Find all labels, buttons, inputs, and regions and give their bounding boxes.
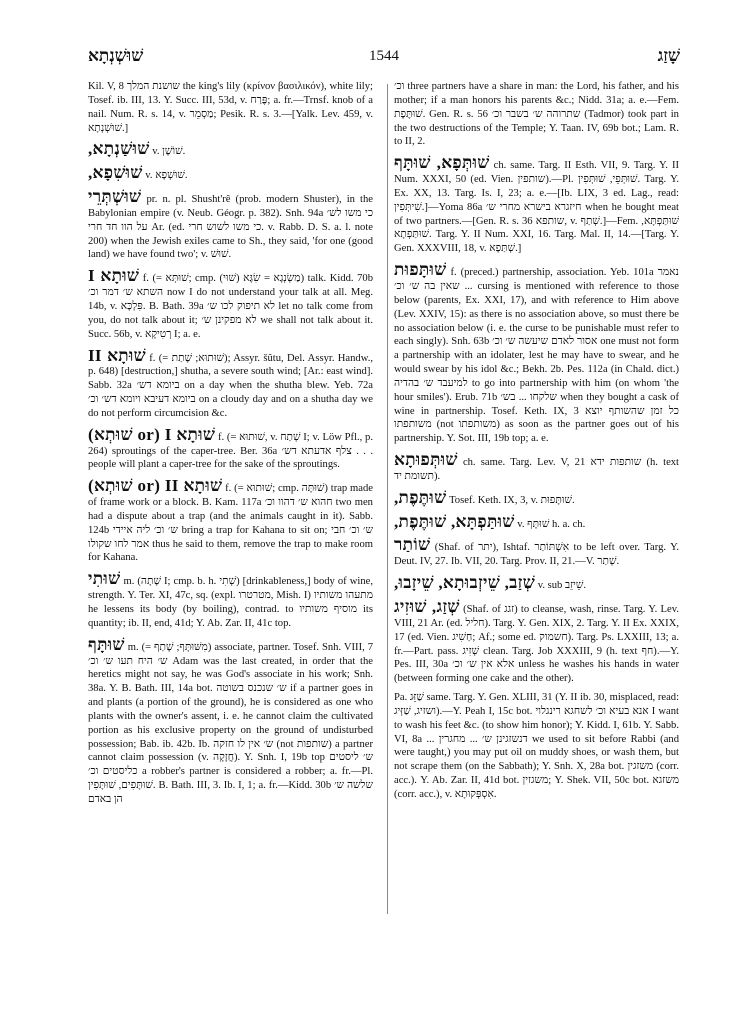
entry-headword: שׁוּתָּפוּת [394, 260, 447, 280]
entry-headword: שׁוֹתַר [394, 535, 431, 555]
left-column-entry [88, 570, 373, 630]
entry-headword: שׁוּתִי [88, 569, 121, 589]
entry-headword: שׁוּתָא II (or שׁוּתְא) [88, 476, 223, 496]
entry-text: וכ׳ three partners have a share in man: the Lord, his father, and his mother; if a man honors his parents &c.; Nidd. 31a; a. e.—Fem. שׁוּתֶּפֶת. Gen. R. s. 56 שתרוהה ש׳ בשבר וכ׳ (Tadmor) took part in the two destructions of the Temple; Y. Taan. IV, 69b bot.; Lam. R. to II, 2. [394, 81, 679, 148]
entry-headword: שׁוּתֶּפֶת, [394, 487, 447, 507]
left-column-entry [88, 164, 373, 183]
entry-text: v. sub שֵׁיזֵב. [537, 580, 586, 592]
entry-text: m. (שָׁתָה I; cmp. b. h. שְׁתִי) [drinkableness,] body of wine, strength. Y. Ter. XI, 47c, sq. (expl. מטרטרו, Mish. I) מתעהו משותיו he lessens its body (by boiling), contrad. to מוסיף משותיו its quantity; ib. II, end, 41d; Y. Ab. Zar. II, 41c top. [88, 576, 373, 629]
entry-text: v. שׁוֹשָׁן. [152, 146, 186, 158]
right-column-entry [394, 80, 679, 149]
left-column-entry [88, 477, 373, 565]
left-column-entry [88, 267, 373, 341]
entry-text: (Shaf. of זגג) to cleanse, wash, rinse. Targ. Y. Lev. VIII, 21 Ar. (ed. חליל). Targ. Y. Gen. XIX, 2. Targ. Y. II Ex. XXIX, 17 (ed. Vien. חַשִׁיג; Af.; some ed. חשמוק). Targ. Ps. LXXIII, 13; a. fr.—Part. pass. שְׁזִיג clean. Targ. Job XXXIII, 9 (h. text חף).—Y. Pes. III, 30a אלא אין ש׳ וכ׳ unless he washes his hands in water (between forming one cake and the other). [394, 604, 679, 685]
left-column-entry [88, 347, 373, 421]
left-column-entry [88, 188, 373, 262]
entry-headword: שׁוּתָּף [88, 634, 125, 654]
right-column-entry [394, 261, 679, 446]
entry-headword: שׁוּשְׁתְּרֵי [88, 187, 142, 207]
entry-text: f. (= שׁוּתוּא; שָׁתַת); Assyr. šûtu, Del. Assyr. Handw., p. 648) [destruction,] shutha, a severe south wind; [Ar.: east wind]. Sabb. 32a ביומא דש׳ on a day when the shutha blew. Yeb. 72a ביומא דעיבא ויומא דש׳ וכ׳ on a cloudy day and on a shutha day we do not perform circumcision &c. [88, 352, 374, 419]
right-column-entry [394, 574, 679, 593]
left-column-entry [88, 636, 373, 807]
right-column-entry [394, 451, 679, 484]
entry-text: v. שׁוּשְׁפָא. [145, 170, 188, 182]
right-column-entry [394, 513, 679, 532]
entry-text: Pa. שַׁזֵּג same. Targ. Y. Gen. XLIII, 31 (Y. II ib. 30, misplaced, read: ושזיג, שַׁזְּיג).—Y. Peah I, 15c bot. אנא בעיא וכ׳ לשחגא רינגלוי I want to wash his feet &c. (to show him honor); Y. Kidd. I, 61b. Y. Sabb. VI, 8a ... דנשזגינן ש׳ ... מחגרין we used to sit before Rabbi (and were taught,) you may put oil on muddy shoes, or wash them, but not scrape them (on the Sabbath); Y. Snh. X, 28a bot. משזגין (corr. acc.). Y. Ab. Zar. II, 41d bot. משגזין; Y. Shek. VII, 50c bot. משזגא (corr. acc.), v. אִסְפְּקוּתָא. [394, 692, 680, 800]
entry-text: ch. same. Targ. II Esth. VII, 9. Targ. Y. II Num. XXXI, 50 (ed. Vien. שותפין).—Pl. שׁוּתְּפֵי, שׁוּתְּפִין. Targ. Y. Ex. XX, 13. Targ. Is. I, 23; a. e.—[Ib. LIX, 3 ed. Lag., read: שִׁיתְּפִין.]—Yoma 86a חיזגרא בישרא מחרי ש׳ when he bought meat of two partners.—[Gen. R. s. 36 שותפא, v. שְׁתַף.]—Fem. שׁוּתַּפְתָּא, שׁוּתַּפְתָא. Targ. Y. II Num. XXI, 16. Targ. Mal. II, 14.—[Targ. Y. Gen. XXXVIII, 18, v. שְׁתַּפָא.] [394, 160, 680, 255]
entry-headword: שׁוּתָא II [88, 345, 146, 365]
entry-headword: שׁוּתָא I (or שׁוּתְא) [88, 424, 216, 444]
page-header [88, 46, 680, 72]
right-column-entry [394, 489, 679, 508]
entry-text: f. (= שׁוּתְּא; cmp. מַשְׂנְגָא = שִׂגָּא (שׁוּי)) talk. Kidd. 70b השתא ש׳ דמר וכ׳ now I do not understand your talk at all. Meg. 14b, v. פִּלְכָּא. B. Bath. 39a לא תיפוק לכו ש׳ let no talk come from you, do not talk about it; לא מפקינן ש׳ we shall not talk about it. Succ. 56b, v. רְטִיקָא I; a. e. [88, 273, 374, 340]
entry-text: f. (= שׁוּתוּא; cmp. שׁוּתָּה) trap made of frame work or a block. B. Kam. 117a חהוא ש׳ דהוו וכ׳ two men had a dispute about a trap (and the animals caught in it). Sabb. 124b ש׳ וכ׳ ליה איידי bring a trap for Kahana to sit on; ש׳ וכ׳ חבי אמר לחו שקולו thus he said to them, remove the trap to make room for Kahana. [88, 483, 373, 564]
entry-headword: שׁוּשַׁנְתָא, [88, 139, 150, 159]
entry-headword: שׁוּתְּפָא, שׁוּתָּף [394, 153, 490, 173]
right-column-entry [394, 598, 679, 686]
right-running-headword: שָׁזַג [657, 46, 680, 65]
entry-headword: שְׁזַב, שֵׁיזְבוּתָא, שֵׁיזָבוּ, [394, 573, 536, 593]
left-column-entry [88, 140, 373, 159]
entry-headword: שׁוּשִׁפָא, [88, 163, 143, 183]
column-divider [387, 84, 388, 914]
entry-text: pr. n. pl. Shusht'rê (prob. modern Shuster), in the Babylonian empire (v. Neub. Géogr. p. 382). Snh. 94a כי משו לש׳ על הוו חד חרי Ar. (ed. כי משו לשוש חרי. v. Rabb. D. S. a. l. note 200) when the Jewish exiles came to Sh., they said, 'for one (good land) we have found two'; v. שׁוּשׁ. [88, 194, 373, 261]
entry-headword: שׁוּתָא I [88, 266, 140, 286]
right-column-entry [394, 536, 679, 569]
entry-text: Tosef. Keth. IX, 3, v. שׁוּתָּפוּת. [449, 494, 575, 506]
left-column-entry [88, 80, 373, 135]
right-column-entry [394, 691, 679, 802]
entry-text: (Shaf. of יתר), Ishtaf. אִשְׁתּוֹתַר to be left over. Targ. Y. Deut. IV, 27. Ib. VII, 20. Targ. Prov. II, 21.—V. שְׁתַר. [394, 542, 680, 568]
left-column-entry [88, 426, 373, 473]
entry-text: ch. same. Targ. Lev. V, 21 שותפות ידא (h. text תשומת יד). [394, 457, 680, 482]
entry-headword: שׁוּתְּפוּתָא [394, 450, 458, 470]
left-running-headword: שׁוּשְׁנְתָא [88, 46, 144, 65]
entry-text: v. שׁוּתָּף h. a. ch. [517, 518, 586, 530]
entry-headword: שׁוּתַּפְתָּא, שׁוּתֶּפֶת, [394, 511, 515, 531]
right-column-entry [394, 154, 679, 256]
entry-headword: שְׁזַג, שׁוּזִיג [394, 597, 460, 616]
entry-text: f. (= שׁוּתוּא, v. שְׁתַח I; v. Löw Pfl., p. 264) sproutings of the caper-tree. Ber. 36a צלף אדעתא דש׳ . . . people will plant a caper-tree for the sake of the sproutings. [88, 431, 374, 471]
page-number: 1544 [369, 48, 399, 64]
right-column [394, 80, 679, 807]
entry-text: f. (preced.) partnership, association. Yeb. 101a נאמר ... שאין בה ש׳ וכ׳ cursing is mentioned with reference to those below (parents, Ex. XXI, 17), and with reference to Him above (Lev. XXIV, 15): as there is no association above, so must there be no association below (i. e. the curse to be punishable must refer to each singly). Snh. 63b אסור לאדם שיעשה ש׳ וכ׳ one must not form a partnership with an idolater, lest he may have to swear, and he would swear by his idol &c.; Bekh. 2b. Pes. 112a (in Chald. dict.) למיעבד ש׳ בהדיה to go into partnership with him (on whom 'the hour smiles'). Erub. 71b שלקחו ... בש׳ when they bought a cask of wine in partnership. Tosef. Keth. IX, 3 כל זמן שהשותף יוצא משותפתו (not משותפתו) as soon as the partner goes out of his partnership. Y. Sot. III, 19b top; a. e. [394, 267, 680, 445]
entry-text: Kil. V, 8 שושנת המלך the king's lily (κρίνον βασιλικόν), white lily; Tosef. ib. III, 13. Y. Succ. III, 53d, v. פֶּרַח; a. fr.—Trnsf. knob of a nail. Num. R. s. 14, v. מַסְמֵר; Pesik. R. s. 3.—[Yalk. Lev. 459, v. שׁוּשְׁנְתָא.] [88, 81, 374, 134]
entry-text: m. (= מִשּׁוּתָּף; שָׁתַף) associate, partner. Tosef. Snh. VIII, 7 ש׳ היח תעו ש׳ וכ׳ Adam was the last created, in order that the heretics might not say, he was God's associate in his work; Snh. 38a. Y. B. Bath. III, 14a bot. ש׳ שנכנס בשוטה if a partner goes in and plants (a portion of the ground), he is considered as one who plants with the owner's assent, i. e. he cannot claim the cultivated portion as his exclusive property on the ground of undisturbed possession; Bab. ib. 42b. Ib. ש׳ אין לו חזקה (not שותפות) a partner cannot claim possession (v. חֲזָקָה). Y. Snh. I, 19b top ש׳ ליסטים כליסטים וכ׳ a robber's partner is considered a robber; a. fr.—Pl. שׁוּתָּפִים, שׁוּתָּפִין. B. Bath. III, 3. Ib. I, 1; a. fr.—Kidd. 30b שלשה ש׳ הן באדם [88, 641, 374, 805]
left-column [88, 80, 373, 812]
